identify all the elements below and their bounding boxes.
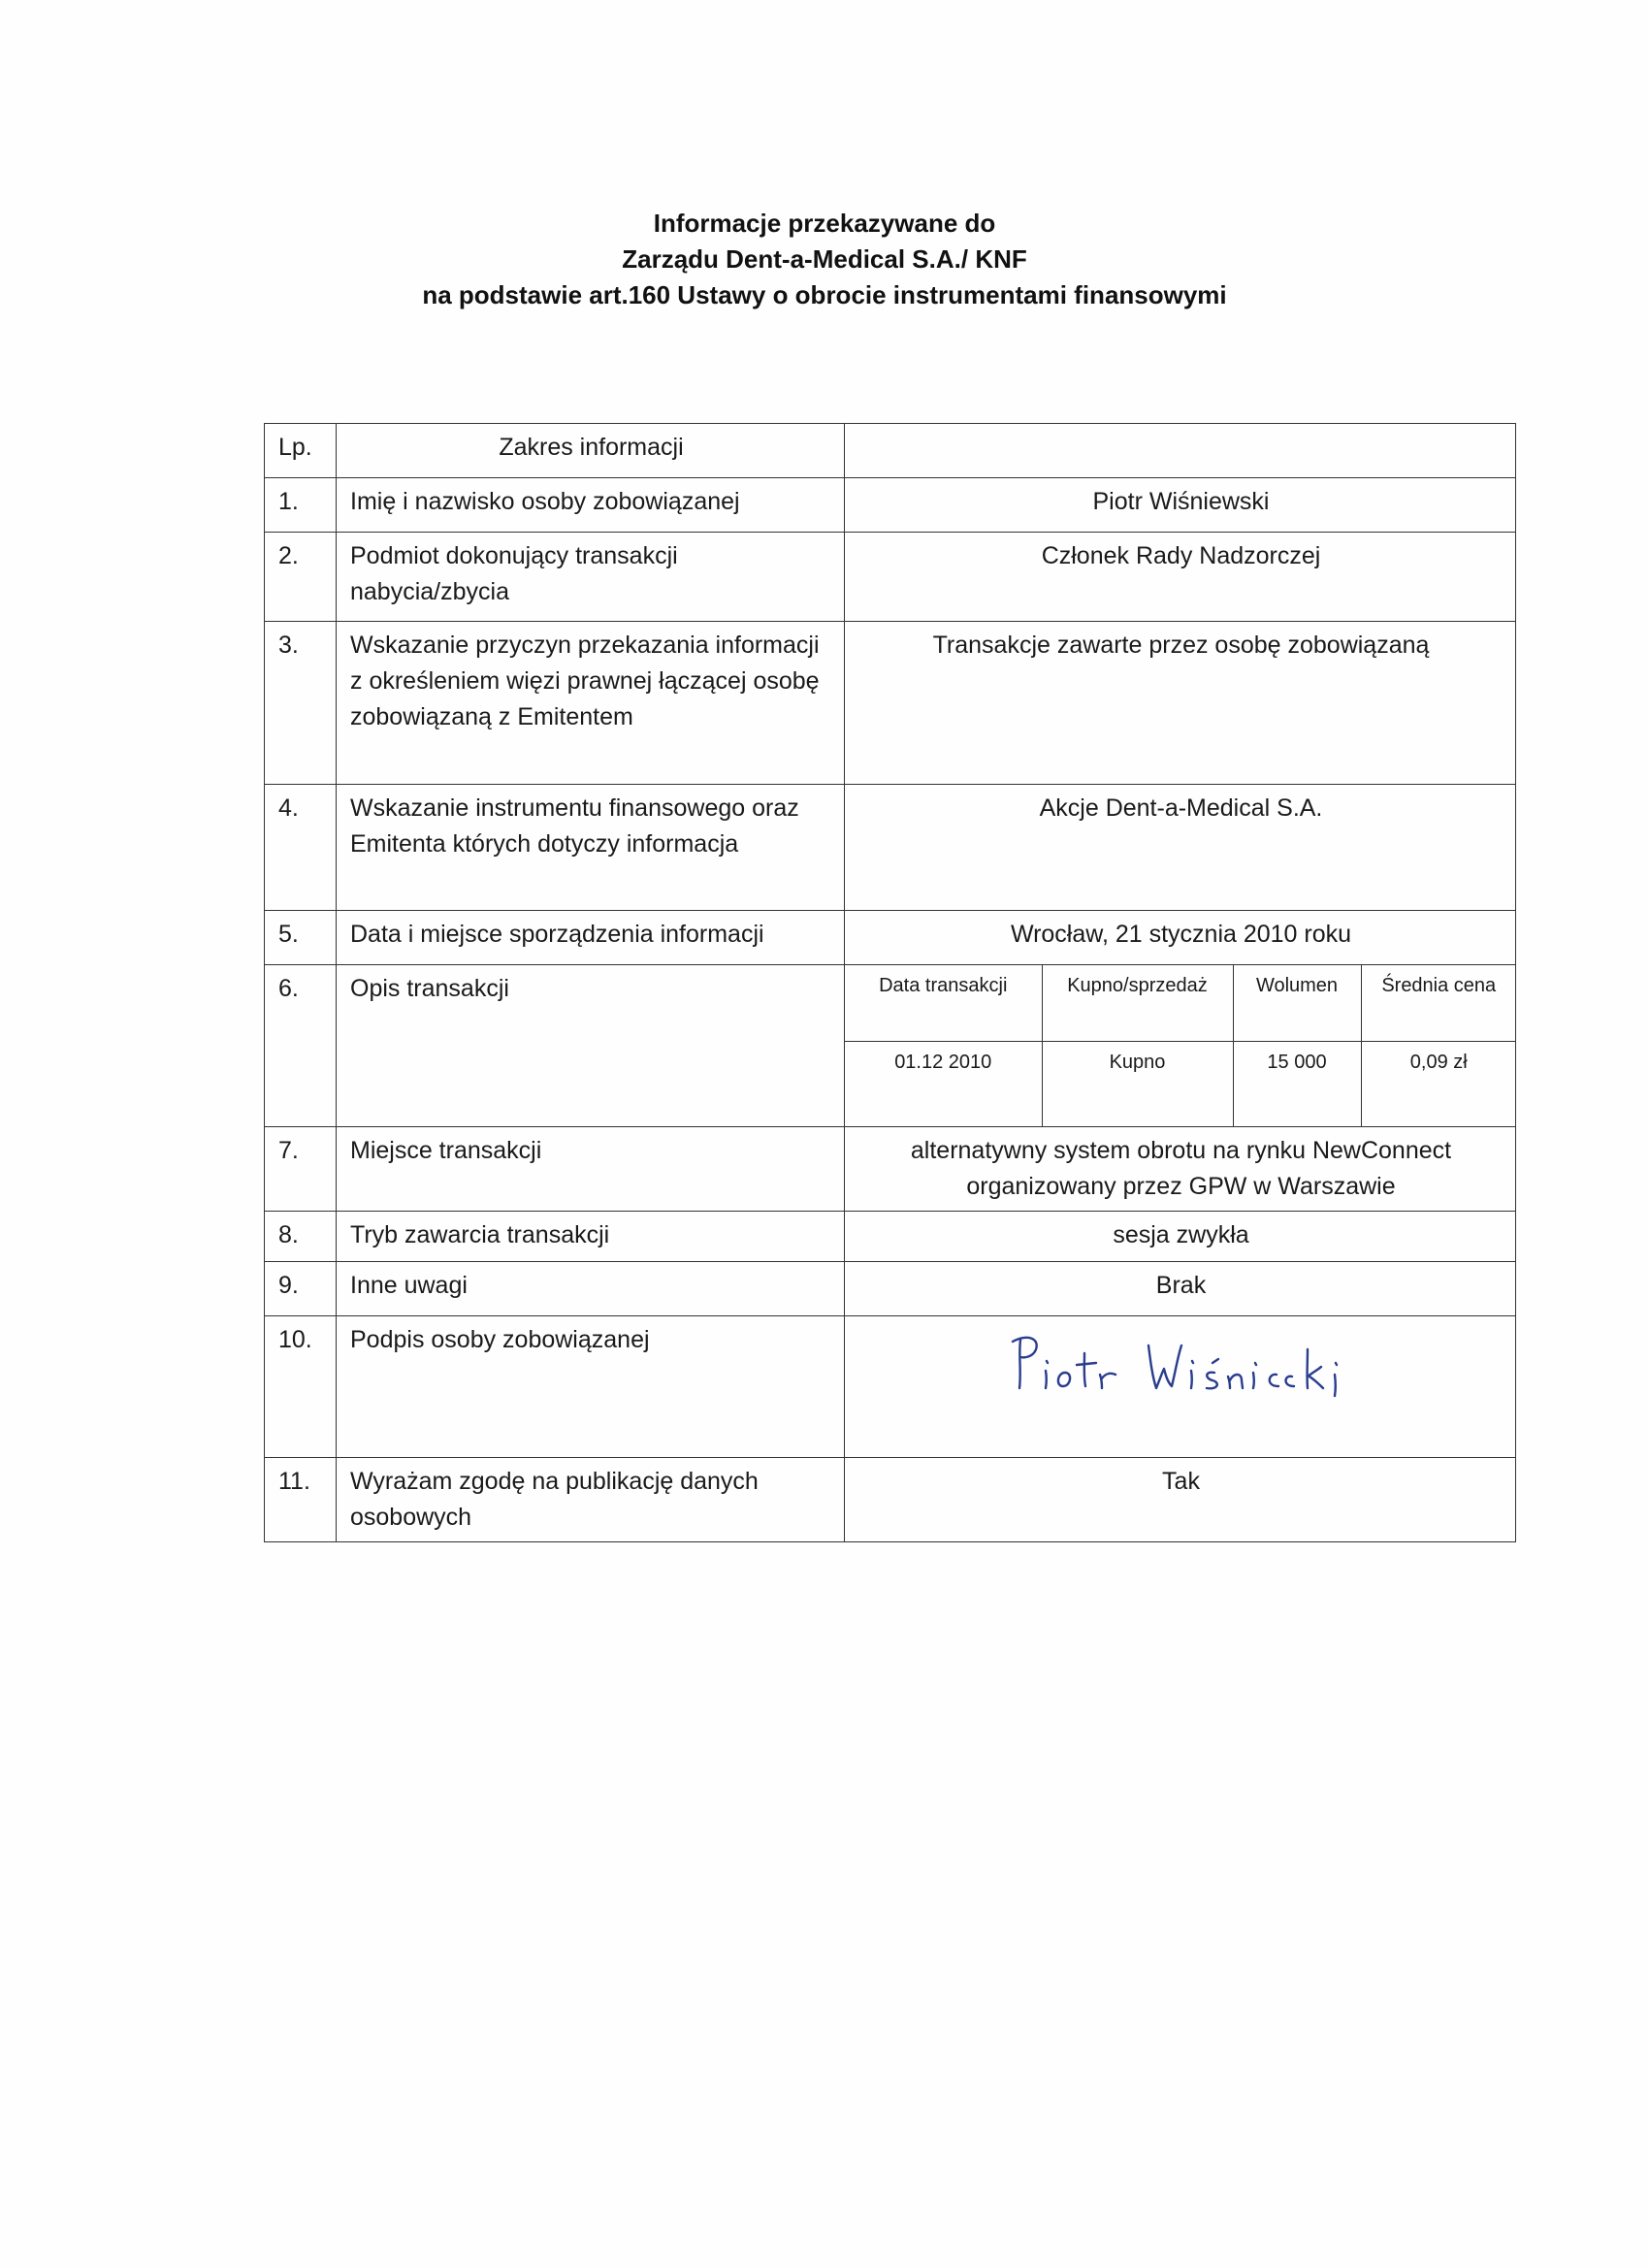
row-label: Inne uwagi [337,1262,845,1316]
tx-value-price: 0,09 zł [1361,1041,1516,1126]
row-value: Akcje Dent-a-Medical S.A. [845,785,1516,911]
row-number: 7. [265,1127,337,1212]
tx-header-price: Średnia cena [1361,965,1516,1041]
row-number: 2. [265,533,337,622]
table-row-signature [265,1316,1516,1458]
row-label: Podpis osoby zobowiązanej [337,1316,845,1458]
title-line-2: Zarządu Dent-a-Medical S.A./ KNF [622,244,1027,274]
table-row [265,478,1516,533]
transaction-table [845,965,1516,1126]
table-row [265,1458,1516,1542]
row-value: Tak [845,1458,1516,1542]
row-number: 11. [265,1458,337,1542]
row-label: Opis transakcji [337,965,845,1127]
row-number: 4. [265,785,337,911]
row-value: Piotr Wiśniewski [845,478,1516,533]
row-label: Wyrażam zgodę na publikację danych osobowych [337,1458,845,1542]
table-row [265,1212,1516,1262]
row-value: Brak [845,1262,1516,1316]
row-number: 9. [265,1262,337,1316]
tx-header-volume: Wolumen [1233,965,1361,1041]
row-label: Tryb zawarcia transakcji [337,1212,845,1262]
table-row-transaction [265,965,1516,1127]
signature-cell [845,1316,1516,1458]
document-title [0,206,1649,313]
tx-value-date: 01.12 2010 [845,1041,1042,1126]
header-zakres: Zakres informacji [337,424,845,478]
row-value: Transakcje zawarte przez osobę zobowiązaną [845,622,1516,785]
row-number: 3. [265,622,337,785]
row-label: Imię i nazwisko osoby zobowiązanej [337,478,845,533]
row-value: Wrocław, 21 stycznia 2010 roku [845,911,1516,965]
header-value [845,424,1516,478]
row-value: alternatywny system obrotu na rynku NewConnect organizowany przez GPW w Warszawie [845,1127,1516,1212]
table-row [265,622,1516,785]
row-label: Miejsce transakcji [337,1127,845,1212]
table-row [265,785,1516,911]
header-lp: Lp. [265,424,337,478]
transaction-header-row [845,965,1516,1041]
table-row [265,533,1516,622]
title-line-3: na podstawie art.160 Ustawy o obrocie instrumentami finansowymi [422,280,1227,309]
tx-value-type: Kupno [1042,1041,1233,1126]
tx-header-type: Kupno/sprzedaż [1042,965,1233,1041]
row-number: 1. [265,478,337,533]
row-value: Członek Rady Nadzorczej [845,533,1516,622]
table-header-row [265,424,1516,478]
row-number: 8. [265,1212,337,1262]
row-label: Wskazanie instrumentu finansowego oraz Emitenta których dotyczy informacja [337,785,845,911]
handwritten-signature [1007,1332,1356,1406]
table-row [265,911,1516,965]
row-label: Podmiot dokonujący transakcji nabycia/zbycia [337,533,845,622]
transaction-value-row [845,1041,1516,1126]
row-label: Wskazanie przyczyn przekazania informacji z określeniem więzi prawnej łączącej osobę zobowiązaną z Emitentem [337,622,845,785]
tx-header-date: Data transakcji [845,965,1042,1041]
transaction-cell [845,965,1516,1127]
table-row [265,1127,1516,1212]
row-number: 10. [265,1316,337,1458]
row-label: Data i miejsce sporządzenia informacji [337,911,845,965]
title-line-1: Informacje przekazywane do [653,209,996,238]
row-number: 5. [265,911,337,965]
information-table [264,423,1516,1542]
row-number: 6. [265,965,337,1127]
row-value: sesja zwykła [845,1212,1516,1262]
table-row [265,1262,1516,1316]
tx-value-volume: 15 000 [1233,1041,1361,1126]
